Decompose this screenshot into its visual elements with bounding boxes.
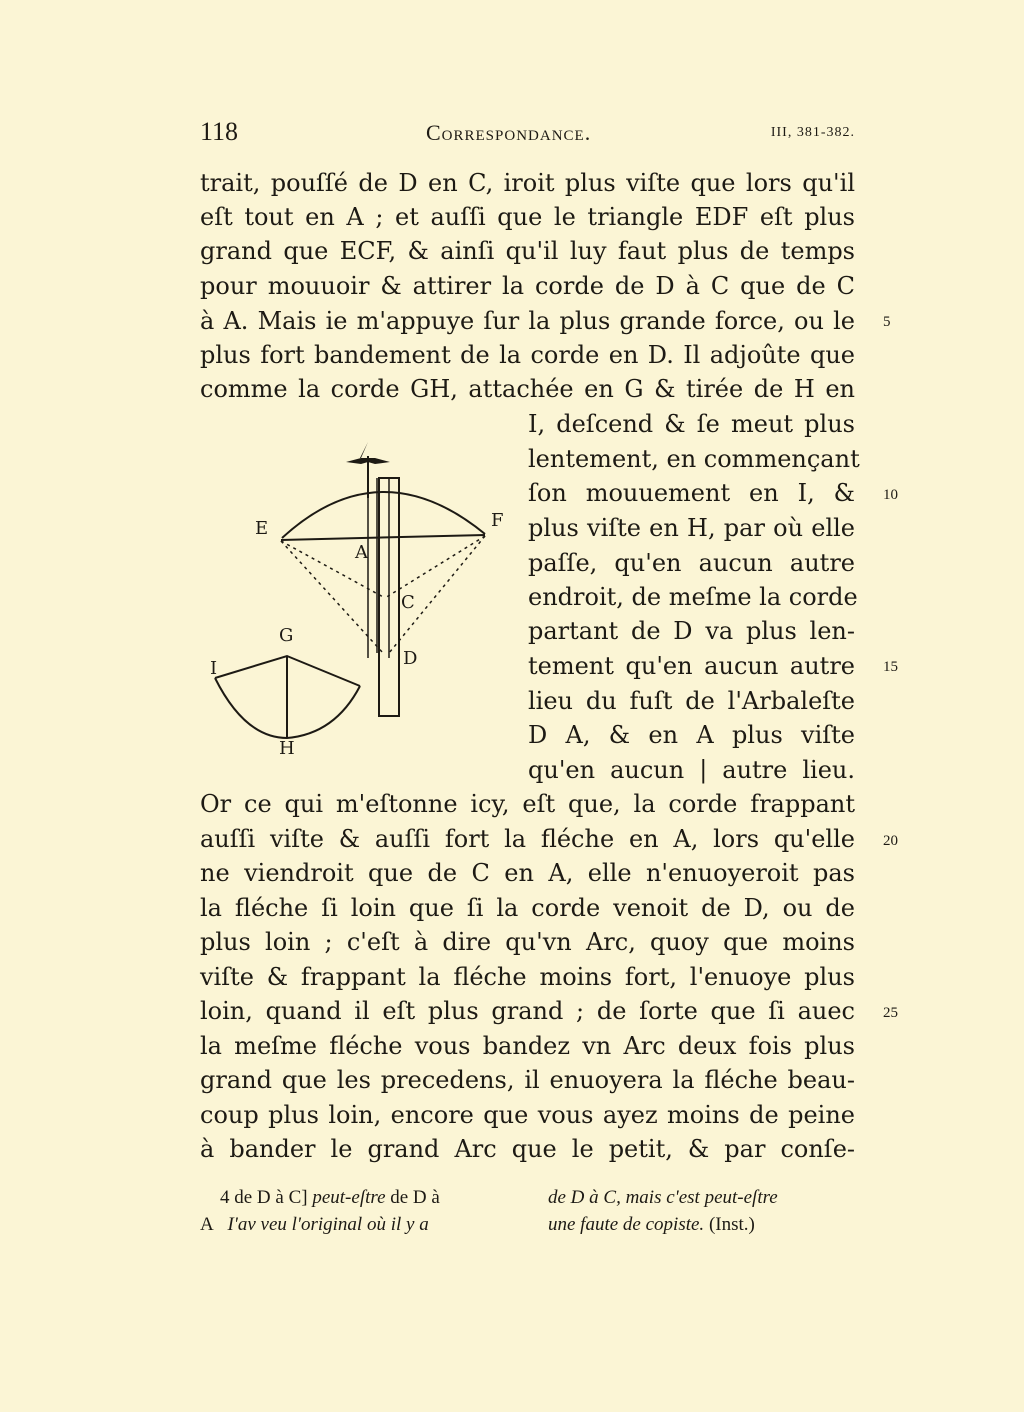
text-line: plus viſte en H, par où elle bbox=[528, 514, 855, 542]
text-line: endroit, de meſme la corde bbox=[528, 583, 858, 611]
running-title: Correspondance. bbox=[426, 120, 592, 145]
text-line: plus loin ; c'eſt à dire qu'vn Arc, quoy que moins bbox=[200, 928, 855, 956]
line-number: 15 bbox=[883, 659, 898, 675]
text-line: viſte & frappant la fléche moins fort, l'enuoye plus bbox=[200, 963, 855, 991]
text-line: paſſe, qu'en aucun autre bbox=[528, 549, 855, 577]
line-number: 20 bbox=[883, 833, 898, 849]
label-i: I bbox=[210, 658, 218, 679]
text-line: tement qu'en aucun autre bbox=[528, 652, 855, 680]
text-line: trait, pouſſé de D en C, iroit plus viſte que lors qu'il bbox=[200, 169, 855, 197]
label-e: E bbox=[255, 518, 269, 539]
footnote-left-line2 bbox=[200, 1211, 429, 1238]
text-line: la fléche ſi loin que ſi la corde venoit de D, ou de bbox=[200, 894, 855, 922]
text-line: grand que les precedens, il enuoyera la fléche beau- bbox=[200, 1066, 855, 1094]
text-line: comme la corde GH, attachée en G & tirée de H en bbox=[200, 375, 855, 403]
text-line: lentement, en commençant bbox=[528, 445, 860, 473]
footnote-italic: une faute de copiste. bbox=[548, 1214, 705, 1235]
text-line: Or ce qui m'eſtonne icy, eſt que, la corde frappant bbox=[200, 790, 855, 818]
text-line: à A. Mais ie m'appuye ſur la plus grande force, ou le bbox=[200, 307, 855, 335]
text-line: la meſme fléche vous bandez vn Arc deux fois plus bbox=[200, 1032, 855, 1060]
text-line: auſſi viſte & auſſi fort la fléche en A, lors qu'elle bbox=[200, 825, 855, 853]
text-line: à bander le grand Arc que le petit, & par conſe- bbox=[200, 1135, 855, 1163]
text-line: ſon mouuement en I, & bbox=[528, 479, 855, 507]
label-a: A bbox=[355, 542, 368, 563]
text-line: eſt tout en A ; et auſſi que le triangle EDF eſt plus bbox=[200, 203, 855, 231]
text-line: grand que ECF, & ainſi qu'il luy faut plus de temps bbox=[200, 237, 855, 265]
text-line: partant de D va plus len- bbox=[528, 617, 855, 645]
text-line: pour mouuoir & attirer la corde de D à C que de C bbox=[200, 272, 855, 300]
text-line: qu'en aucun | autre lieu. bbox=[528, 756, 855, 784]
footnote-text: de D à bbox=[390, 1187, 440, 1208]
label-d: D bbox=[403, 648, 418, 669]
footnote bbox=[200, 1184, 860, 1244]
text-line: plus fort bandement de la corde en D. Il adjoûte que bbox=[200, 341, 855, 369]
footnote-italic: de D à C, mais c'est peut-eſtre bbox=[548, 1187, 778, 1208]
footnote-source: (Inst.) bbox=[708, 1214, 755, 1235]
page-number: 118 bbox=[200, 117, 239, 146]
line-number: 10 bbox=[883, 487, 898, 503]
footnote-lemma: 4 de D à C] bbox=[220, 1187, 308, 1208]
page-header bbox=[200, 117, 855, 153]
text-line: I, deſcend & ſe meut plus bbox=[528, 410, 855, 438]
label-h: H bbox=[279, 738, 295, 759]
label-c: C bbox=[401, 592, 415, 613]
volume-reference: III, 381-382. bbox=[770, 125, 855, 140]
footnote-italic: I'av veu l'original où il y a bbox=[227, 1214, 429, 1235]
footnote-left bbox=[220, 1184, 440, 1211]
label-g: G bbox=[279, 625, 294, 646]
text-line: loin, quand il eſt plus grand ; de ſorte que ſi auec bbox=[200, 997, 855, 1025]
footnote-italic: peut-eſtre bbox=[312, 1187, 386, 1208]
line-number: 5 bbox=[883, 314, 891, 330]
line-number: 25 bbox=[883, 1005, 898, 1021]
text-line: ne viendroit que de C en A, elle n'enuoyeroit pas bbox=[200, 859, 855, 887]
text-line: coup plus loin, encore que vous ayez moins de peine bbox=[200, 1101, 855, 1129]
crossbow-diagram bbox=[205, 438, 515, 768]
text-line: lieu du fuſt de l'Arbaleſte bbox=[528, 687, 855, 715]
label-f: F bbox=[491, 510, 504, 531]
footnote-right bbox=[548, 1184, 778, 1238]
footnote-text: A bbox=[200, 1214, 213, 1235]
text-line: D A, & en A plus viſte bbox=[528, 721, 855, 749]
